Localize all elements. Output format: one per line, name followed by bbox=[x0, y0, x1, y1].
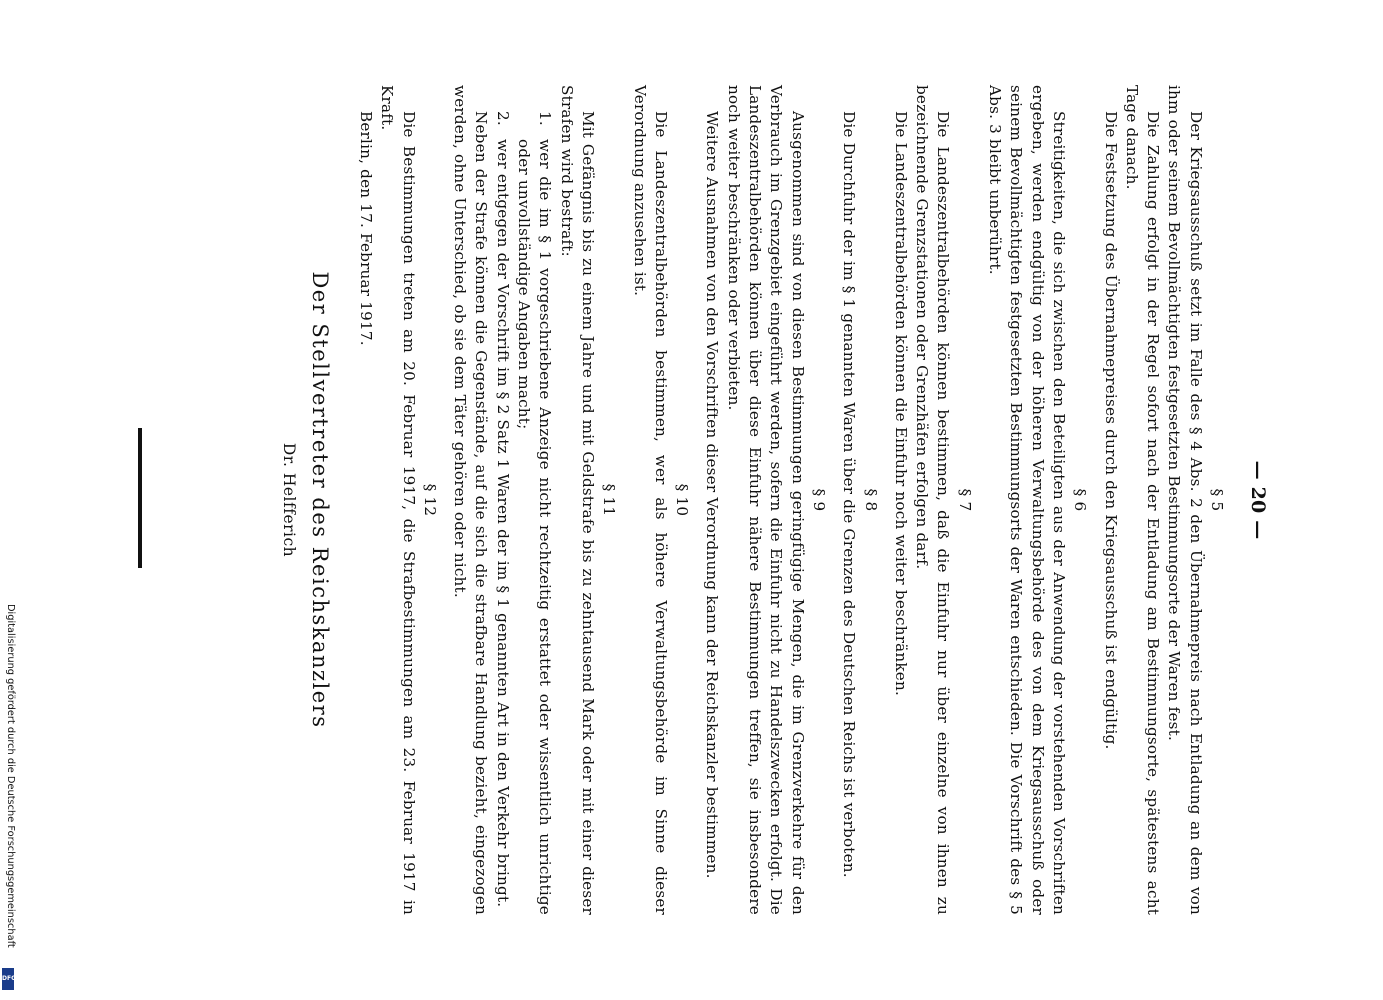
section-number: § 10 bbox=[673, 483, 692, 517]
signer-title: Der Stellvertreter des Reichskanzlers bbox=[307, 271, 332, 729]
list-item-text: wer die im § 1 vorgeschriebene Anzeige nicht rechtzeitig erstattet oder wissentlich unrichtige oder unvollständige Angaben macht; bbox=[515, 139, 555, 915]
paragraph: Die Durchfuhr der im § 1 genannten Waren über die Grenzen des Deutschen Reichs ist verboten. bbox=[840, 111, 859, 878]
list-item bbox=[492, 85, 513, 915]
digitization-note bbox=[4, 604, 18, 994]
signer-name: Dr. Helfferich bbox=[279, 442, 298, 558]
digitization-note-text: Digitalisierung gefördert durch die Deutsche Forschungsgemeinschaft bbox=[5, 604, 16, 948]
paragraph: Die Landeszentralbehörden können bestimmen, daß die Einfuhr nur über einzelne von ihnen zu bezeichnende Grenzstationen oder Grenzhäfen erfolgen darf. bbox=[913, 85, 953, 915]
section-number: § 11 bbox=[600, 483, 619, 517]
paragraph: Mit Gefängnis bis zu einem Jahre und mit Geldstrafe bis zu zehntausend Mark oder mit einer dieser Strafen wird bestraft: bbox=[557, 85, 597, 915]
list-item-text: wer entgegen der Vorschrift im § 2 Satz 1 Waren der im § 1 genannten Art in den Verkehr bringt. bbox=[493, 139, 512, 908]
paragraph: Die Festsetzung des Übernahmepreises durch den Kriegsausschuß ist endgültig. bbox=[1101, 111, 1120, 750]
page-number: — 20 — bbox=[1247, 460, 1269, 540]
section-number: § 12 bbox=[420, 483, 439, 517]
separator-rule bbox=[138, 428, 142, 568]
list-item-number: 1. bbox=[536, 111, 555, 126]
paragraph: Neben der Strafe können die Gegenstände, auf die sich die strafbare Handlung bezieht, eingezogen werden, ohne Unterschied, ob sie dem Täter gehören oder nicht. bbox=[451, 85, 491, 915]
list-item-number: 2. bbox=[493, 111, 512, 126]
list-item bbox=[513, 85, 556, 915]
paragraph: Ausgenommen sind von diesen Bestimmungen geringfügige Mengen, die im Grenzverkehre für den Verbrauch im Grenzgebiet eingeführt werden, sofern die Einfuhr nicht zu Handelszwecken erfolgt. Die Landeszentralbehörden können über diese Einfuhr nähere Bestimmungen treffen, sie insbesondere noch weiter beschränken oder verbieten. bbox=[724, 85, 807, 915]
rotated-page-content bbox=[230, 85, 1270, 915]
paragraph: Der Kriegsausschuß setzt im Falle des § 4 Abs. 2 den Übernahmepreis nach Entladung an dem von ihm oder seinem Bevollmächtigten festgesetzten Bestimmungsorte der Waren fest. bbox=[1165, 85, 1205, 915]
section-number: § 7 bbox=[955, 488, 974, 512]
section-number: § 9 bbox=[809, 488, 828, 512]
section-number: § 6 bbox=[1071, 488, 1090, 512]
paragraph: Die Bestimmungen treten am 20. Februar 1917, die Strafbestimmungen am 23. Februar 1917 in Kraft. bbox=[378, 85, 418, 915]
paragraph: Die Landeszentralbehörden bestimmen, wer als höhere Verwaltungsbehörde im Sinne dieser Verordnung anzusehen ist. bbox=[630, 85, 670, 915]
paragraph: Die Landeszentralbehörden können die Einfuhr noch weiter beschränken. bbox=[891, 111, 910, 696]
paragraph: Die Zahlung erfolgt in der Regel sofort nach der Entladung am Bestimmungsorte, spätestens acht Tage danach. bbox=[1122, 85, 1163, 915]
section-number: § 8 bbox=[861, 488, 880, 512]
signoff-date: Berlin, den 17. Februar 1917. bbox=[357, 111, 376, 346]
paragraph: Weitere Ausnahmen von den Vorschriften dieser Verordnung kann der Reichskanzler bestimmen. bbox=[703, 111, 722, 879]
paragraph: Streitigkeiten, die sich zwischen den Beteiligten aus der Anwendung der vorstehenden Vorschriften ergeben, werden endgültig von der höheren Verwaltungsbehörde des von dem Kriegsausschuß oder seinem Bevollmächtigten festgesetzten Bestimmungsorts der Waren entschieden. Die Vorschrift des § 5 Abs. 3 bleibt unberührt. bbox=[986, 85, 1068, 915]
section-number: § 5 bbox=[1208, 488, 1226, 512]
dfg-logo-icon: DFG bbox=[2, 968, 14, 990]
